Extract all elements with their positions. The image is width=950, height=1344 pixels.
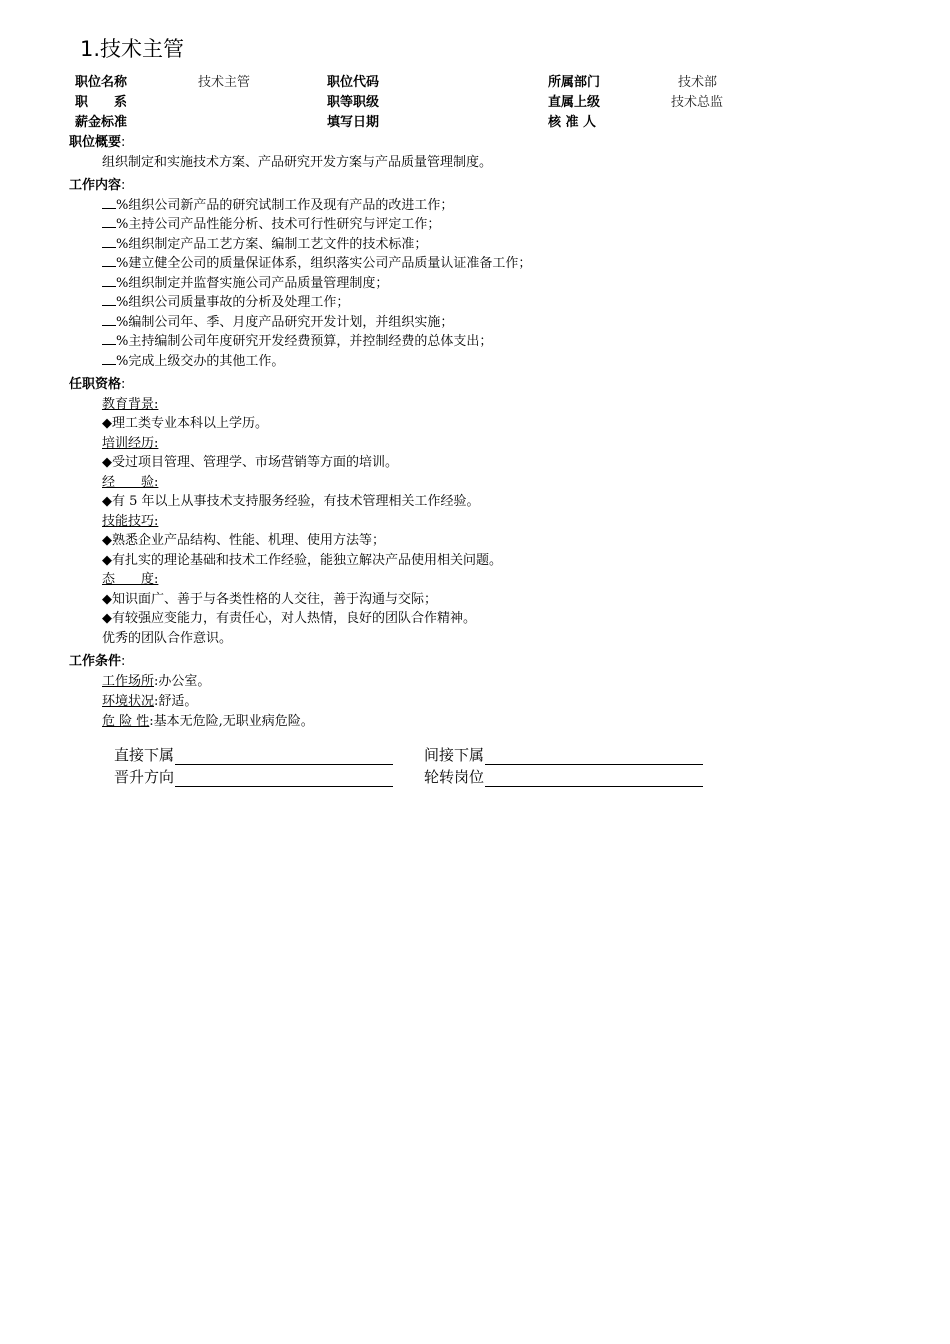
promotion-path-label: 晋升方向 [114,768,175,786]
skills-item: ◆熟悉企业产品结构、性能、机理、使用方法等； [102,533,385,548]
blank-underline [102,197,116,209]
duty-item [102,252,531,271]
duty-item [102,291,349,310]
condition-risk [102,710,314,729]
blank-underline [102,216,116,228]
duty-item [102,311,453,330]
duty-item [102,330,492,349]
direct-subordinate-field [114,744,393,765]
experience-label: 经 验: [102,475,159,490]
page-title: 1.技术主管 [80,37,185,61]
blank-underline [102,294,116,306]
risk-label: 危 险 性 [102,714,150,729]
qualifications-heading-text: 任职资格 [69,377,122,392]
attitude-item: ◆有较强应变能力，有责任心，对人热情，良好的团队合作精神。 [102,611,476,626]
experience-item: ◆有 5 年以上从事技术支持服务经验，有技术管理相关工作经验。 [102,494,480,509]
attitude-item: ◆知识面广、善于与各类性格的人交往，善于沟通与交际； [102,592,437,607]
duties-heading-text: 工作内容 [69,178,122,193]
info-row-1 [0,71,950,91]
label-direct-supervisor: 直属上级 [548,95,601,110]
education-label: 教育背景: [102,397,159,412]
label-fill-date: 填写日期 [327,115,380,130]
rotation-position-blank[interactable] [485,770,703,787]
label-position-name: 职位名称 [75,75,128,90]
promotion-path-field [114,766,393,787]
summary-text: 组织制定和实施技术方案、产品研究开发方案与产品质量管理制度。 [102,155,493,170]
value-direct-supervisor: 技术总监 [671,95,724,110]
condition-environment [102,690,197,709]
duty-text: %建立健全公司的质量保证体系，组织落实公司产品质量认证准备工作； [116,256,532,271]
duty-text: %组织公司新产品的研究试制工作及现有产品的改进工作； [116,198,454,213]
label-position-code: 职位代码 [327,75,380,90]
attitude-item: 优秀的团队合作意识。 [102,631,233,646]
duty-item [102,272,388,291]
summary-heading [69,131,125,150]
blank-underline [102,236,116,248]
summary-heading-colon: : [121,135,126,150]
duty-text: %编制公司年、季、月度产品研究开发计划，并组织实施； [116,315,454,330]
duty-text: %主持公司产品性能分析、技术可行性研究与评定工作； [116,217,441,232]
conditions-heading-colon: : [121,654,126,669]
indirect-subordinate-field [424,744,703,765]
info-row-3 [0,111,950,131]
summary-heading-text: 职位概要 [69,135,122,150]
education-item: ◆理工类专业本科以上学历。 [102,416,268,431]
duty-item [102,233,427,252]
label-job-family: 职 系 [75,95,128,110]
blank-underline [102,255,116,267]
conditions-heading [69,650,125,669]
training-item: ◆受过项目管理、管理学、市场营销等方面的培训。 [102,455,398,470]
training-label: 培训经历: [102,436,159,451]
qualifications-heading [69,373,125,392]
environment-label: 环境状况 [102,694,155,709]
value-position-name: 技术主管 [198,75,251,90]
duty-item [102,350,284,369]
duty-text: %组织公司质量事故的分析及处理工作； [116,295,350,310]
duties-heading [69,174,125,193]
indirect-subordinate-blank[interactable] [485,748,703,765]
risk-value: :基本无危险,无职业病危险。 [149,714,314,729]
attitude-label: 态 度: [102,572,159,587]
rotation-position-field [424,766,703,787]
workplace-value: :办公室。 [154,674,211,689]
indirect-subordinate-label: 间接下属 [424,746,485,764]
duties-heading-colon: : [121,178,126,193]
conditions-heading-text: 工作条件 [69,654,122,669]
info-row-2 [0,91,950,111]
duty-item [102,194,453,213]
qualifications-heading-colon: : [121,377,126,392]
workplace-label: 工作场所 [102,674,155,689]
duty-text: %组织制定产品工艺方案、编制工艺文件的技术标准； [116,237,428,252]
blank-underline [102,275,116,287]
direct-subordinate-blank[interactable] [175,748,393,765]
label-approver: 核 准 人 [548,115,597,130]
duty-item [102,213,440,232]
blank-underline [102,353,116,365]
duty-text: %主持编制公司年度研究开发经费预算，并控制经费的总体支出； [116,334,493,349]
value-department: 技术部 [678,75,718,90]
skills-item: ◆有扎实的理论基础和技术工作经验，能独立解决产品使用相关问题。 [102,553,502,568]
label-salary-standard: 薪金标准 [75,115,128,130]
duty-text: %完成上级交办的其他工作。 [116,354,285,369]
skills-label: 技能技巧: [102,514,159,529]
condition-workplace [102,670,210,689]
blank-underline [102,314,116,326]
blank-underline [102,333,116,345]
rotation-position-label: 轮转岗位 [424,768,485,786]
label-department: 所属部门 [548,75,601,90]
promotion-path-blank[interactable] [175,770,393,787]
direct-subordinate-label: 直接下属 [114,746,175,764]
duty-text: %组织制定并监督实施公司产品质量管理制度； [116,276,389,291]
environment-value: :舒适。 [154,694,198,709]
label-grade-level: 职等职级 [327,95,380,110]
